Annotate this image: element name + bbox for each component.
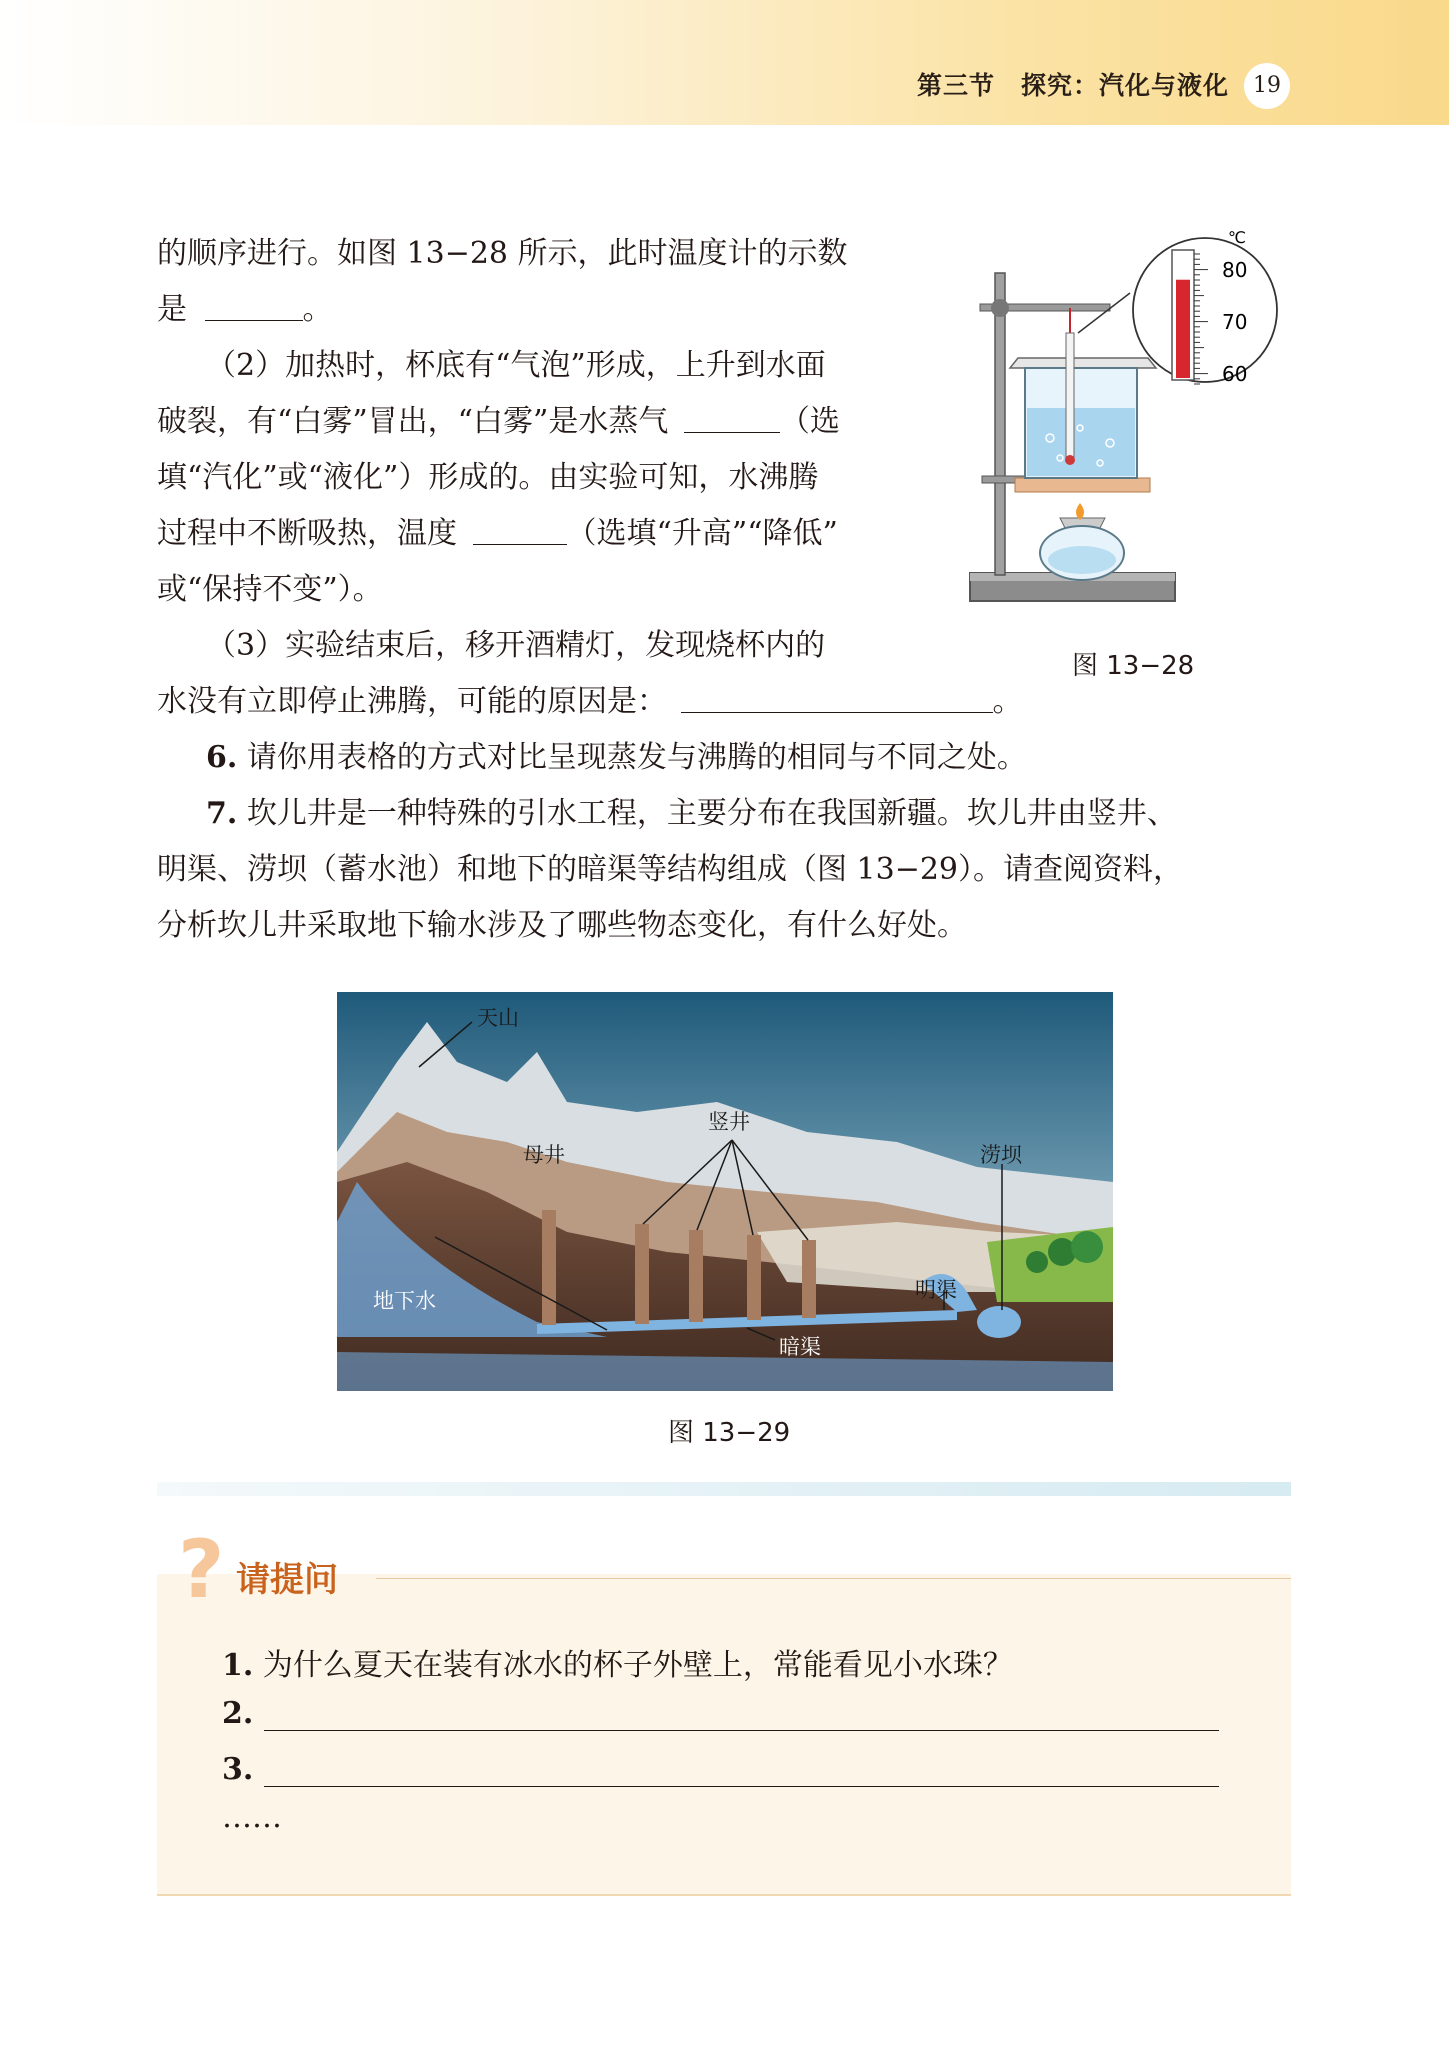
ask-title-rule xyxy=(376,1578,1291,1579)
question-mark-icon: ? xyxy=(178,1523,225,1616)
water xyxy=(1027,408,1135,476)
tree xyxy=(1026,1251,1048,1273)
mercury-column xyxy=(1176,280,1190,378)
body-p3-line-1: （3）实验结束后，移开酒精灯，发现烧杯内的 xyxy=(206,628,826,663)
text: 。 xyxy=(302,292,333,327)
tick-label-60: 60 xyxy=(1222,362,1248,386)
body-p2-line-3: 填“汽化”或“液化”）形成的。由实验可知，水沸腾 xyxy=(157,460,819,495)
body-p2-line-1: （2）加热时，杯底有“气泡”形成，上升到水面 xyxy=(206,348,826,383)
magnified-view xyxy=(1133,238,1277,382)
label-anqu: 暗渠 xyxy=(779,1335,821,1359)
label-tianshan: 天山 xyxy=(477,1006,519,1030)
page-header xyxy=(0,0,1449,125)
question-text: 坎儿井是一种特殊的引水工程，主要分布在我国新疆。坎儿井由竖井、 xyxy=(246,796,1177,831)
answer-blank[interactable] xyxy=(205,290,303,321)
ask-item-3 xyxy=(222,1752,253,1787)
question-text: 请你用表格的方式对比呈现蒸发与沸腾的相同与不同之处。 xyxy=(246,740,1027,775)
thermometer-bulb xyxy=(1065,455,1075,465)
vertical-shaft xyxy=(635,1224,649,1324)
vertical-shaft xyxy=(802,1240,816,1318)
cardboard-lid xyxy=(1010,358,1156,368)
ask-title: 请提问 xyxy=(236,1560,338,1600)
question-7-line-3: 分析坎儿井采取地下输水涉及了哪些物态变化，有什么好处。 xyxy=(157,908,967,943)
ask-item-3-blank[interactable] xyxy=(264,1786,1219,1787)
clamp-knob xyxy=(991,299,1009,317)
question-number: 7. xyxy=(206,796,238,831)
ask-ellipsis: …… xyxy=(222,1800,282,1835)
tick-label-80: 80 xyxy=(1222,258,1248,282)
label-mujing: 母井 xyxy=(523,1143,565,1167)
figure-13-29-caption: 图 13−29 xyxy=(668,1418,791,1448)
figure-13-29-karez xyxy=(337,992,1113,1391)
page-number: 19 xyxy=(1244,63,1290,109)
vertical-shaft xyxy=(747,1235,761,1320)
item-number: 2. xyxy=(222,1696,254,1731)
answer-blank[interactable] xyxy=(473,514,567,545)
alcohol xyxy=(1048,546,1116,574)
text: 破裂，有“白雾”冒出，“白雾”是水蒸气 xyxy=(157,404,669,439)
body-line-2 xyxy=(157,282,333,338)
stand-rod xyxy=(995,273,1005,575)
body-p2-line-4 xyxy=(157,506,838,562)
ask-item-2-blank[interactable] xyxy=(264,1730,1219,1731)
reservoir xyxy=(977,1306,1021,1338)
label-dixiashui: 地下水 xyxy=(373,1289,436,1313)
ask-question-box xyxy=(157,1574,1291,1896)
text: （选填“升高”“降低” xyxy=(566,516,838,551)
label-mingqu: 明渠 xyxy=(915,1278,957,1302)
text: 水没有立即停止沸腾，可能的原因是： xyxy=(157,684,667,719)
question-6 xyxy=(206,730,1027,786)
wire-gauze xyxy=(1015,478,1150,492)
answer-blank[interactable] xyxy=(684,402,780,433)
text: 是 xyxy=(157,292,187,327)
item-number: 3. xyxy=(222,1752,254,1787)
vertical-shaft xyxy=(689,1230,703,1322)
mother-well xyxy=(542,1210,556,1325)
figure-13-28-caption: 图 13−28 xyxy=(1072,651,1195,681)
tick-label-70: 70 xyxy=(1222,310,1248,334)
body-line-1: 的顺序进行。如图 13−28 所示，此时温度计的示数 xyxy=(157,236,848,271)
section-divider-band xyxy=(157,1482,1291,1496)
figure-13-28-apparatus xyxy=(960,228,1300,628)
item-number: 1. xyxy=(222,1648,254,1683)
thermometer xyxy=(1066,333,1074,458)
label-laoba: 涝坝 xyxy=(980,1143,1022,1167)
body-p2-line-2 xyxy=(157,394,840,450)
question-number: 6. xyxy=(206,740,238,775)
text: 。 xyxy=(992,684,1023,719)
text: 过程中不断吸热，温度 xyxy=(157,516,457,551)
question-7-line-1 xyxy=(206,786,1177,842)
flame xyxy=(1076,503,1084,520)
callout-pointer xyxy=(1078,293,1130,333)
tree xyxy=(1071,1231,1103,1263)
answer-blank[interactable] xyxy=(681,682,993,713)
ask-item-1 xyxy=(222,1640,1013,1684)
ask-item-2 xyxy=(222,1696,253,1731)
section-title: 第三节 探究：汽化与液化 xyxy=(916,71,1229,100)
body-p2-line-5: 或“保持不变”）。 xyxy=(157,572,383,607)
unit-label: ℃ xyxy=(1228,228,1246,247)
question-7-line-2: 明渠、涝坝（蓄水池）和地下的暗渠等结构组成（图 13−29）。请查阅资料， xyxy=(157,852,1184,887)
text: （选 xyxy=(779,404,840,439)
item-text: 为什么夏天在装有冰水的杯子外壁上，常能看见小水珠？ xyxy=(262,1648,1013,1683)
body-p3-line-2 xyxy=(157,674,1023,730)
label-shujing: 竖井 xyxy=(708,1110,750,1134)
